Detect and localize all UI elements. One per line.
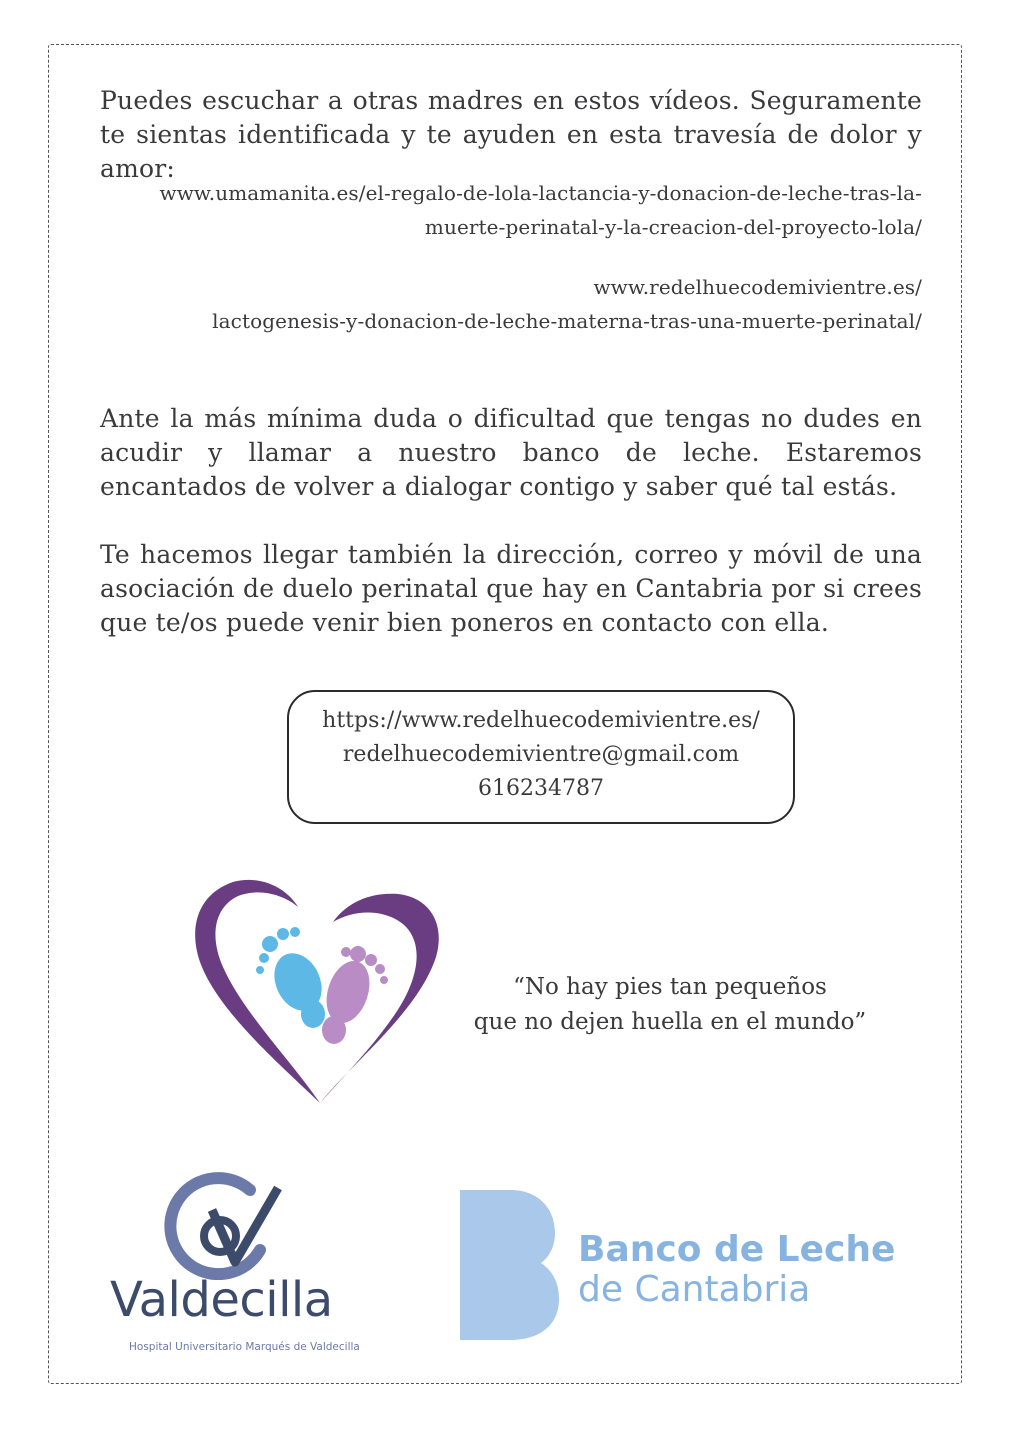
valdecilla-wordmark: Valdecilla (110, 1272, 333, 1328)
intro-paragraph: Puedes escuchar a otras madres en estos vídeos. Seguramente te sientas identificada y te ayuden en esta travesía de dolor y amor: (100, 86, 922, 183)
umamanita-link[interactable] (100, 176, 922, 244)
quote-line2: que no dejen huella en el mundo” (473, 1009, 867, 1035)
contact-phone[interactable]: 616234787 (478, 776, 604, 801)
redelhueco-link-line2[interactable]: lactogenesis-y-donacion-de-leche-materna-tras-una-muerte-perinatal/ (212, 309, 922, 333)
contact-box (287, 690, 795, 824)
lilac-foot-icon (319, 946, 388, 1044)
valdecilla-subtitle: Hospital Universitario Marqués de Valdecilla (129, 1341, 360, 1353)
redelhueco-link-line1[interactable]: www.redelhuecodemivientre.es/ (593, 275, 922, 299)
umamanita-link-line2[interactable]: muerte-perinatal-y-la-creacion-del-proyecto-lola/ (424, 215, 922, 239)
banco-leche-line1: Banco de Leche (578, 1229, 896, 1270)
contact-email[interactable]: redelhuecodemivientre@gmail.com (342, 742, 740, 767)
blue-foot-icon (256, 927, 331, 1028)
valdecilla-emblem-icon (100, 1170, 300, 1280)
banco-leche-line2: de Cantabria (578, 1269, 811, 1310)
redelhueco-link[interactable] (100, 270, 922, 338)
umamanita-link-line1[interactable]: www.umamanita.es/el-regalo-de-lola-lactancia-y-donacion-de-leche-tras-la- (159, 181, 922, 205)
contact-bank-paragraph: Ante la más mínima duda o dificultad que tengas no dudes en acudir y llamar a nuestro banco de leche. Estaremos encantados de volver a dialogar contigo y saber qué tal estás. (100, 404, 922, 501)
banco-leche-emblem-icon (455, 1185, 565, 1345)
heart-footprints-logo (188, 872, 448, 1112)
footprint-quote (470, 970, 870, 1040)
quote-line1: “No hay pies tan pequeños (513, 974, 827, 1000)
banco-leche-wordmark (578, 1230, 895, 1310)
association-paragraph: Te hacemos llegar también la dirección, correo y móvil de una asociación de duelo perinatal que hay en Cantabria por si crees que te/os puede venir bien poneros en contacto con ella. (100, 540, 922, 637)
contact-website[interactable]: https://www.redelhuecodemivientre.es/ (322, 708, 760, 733)
